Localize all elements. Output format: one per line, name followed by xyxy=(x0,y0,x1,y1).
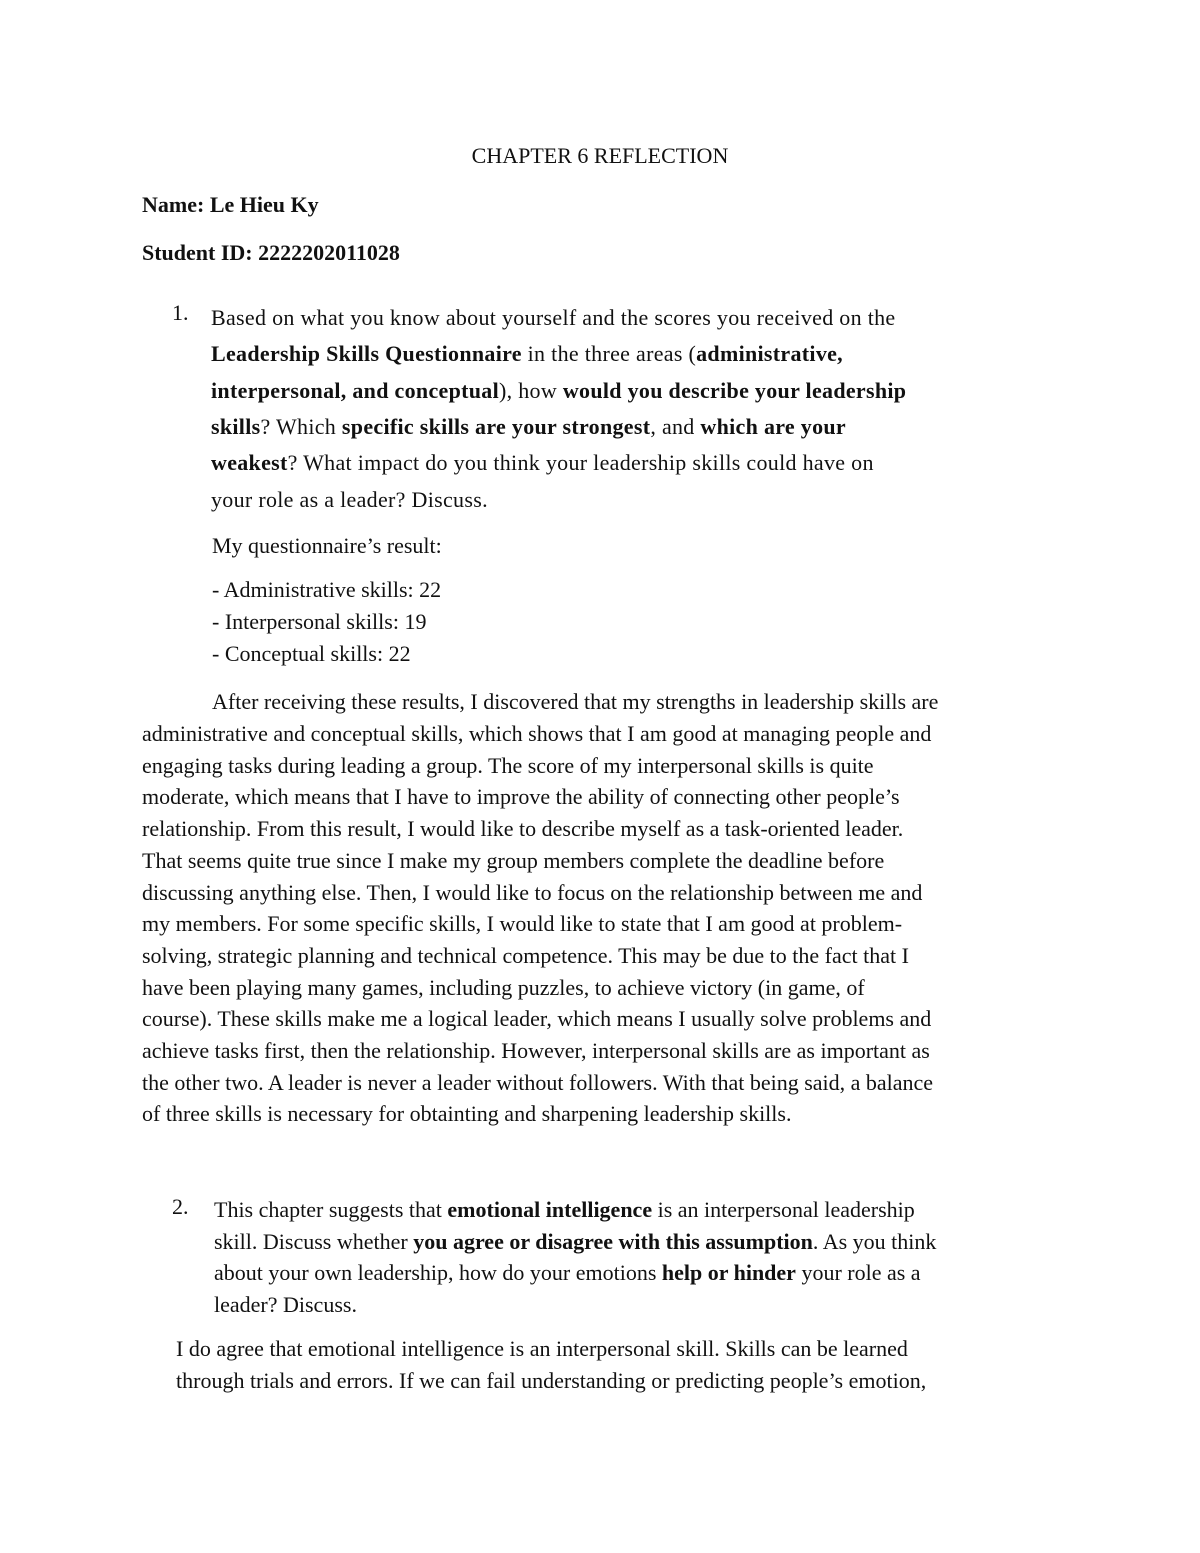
bold-text: skills xyxy=(211,413,261,439)
question-1-line xyxy=(211,409,846,445)
bold-text: would you describe your leadership xyxy=(562,377,907,403)
answer-1-line: solving, strategic planning and technical competence. This may be due to the fact that I xyxy=(142,942,909,968)
question-2-line xyxy=(214,1226,936,1257)
text-run: about your own leadership, how do your emotions xyxy=(214,1260,662,1285)
answer-1-line: my members. For some specific skills, I would like to state that I am good at problem- xyxy=(142,911,903,937)
text-run: your role as a leader? Discuss. xyxy=(211,486,488,512)
question-1-line xyxy=(211,445,874,481)
answer-1-line: administrative and conceptual skills, which shows that I am good at managing people and xyxy=(142,721,932,746)
bold-text: weakest xyxy=(211,450,288,476)
result-item-administrative: - Administrative skills: 22 xyxy=(212,577,442,602)
text-run: Based on what you know about yourself and the scores you received on the xyxy=(211,305,896,330)
text-run: ? Which xyxy=(260,413,342,439)
results-heading: My questionnaire’s result: xyxy=(212,533,442,558)
text-run: your role as a xyxy=(795,1260,921,1285)
answer-1-line: discussing anything else. Then, I would like to focus on the relationship between me and xyxy=(142,879,923,905)
text-run: in the three areas ( xyxy=(521,341,697,367)
question-2-line xyxy=(214,1257,921,1288)
bold-text: emotional intelligence xyxy=(447,1197,653,1222)
student-id-label: Student ID: xyxy=(142,240,253,265)
bold-text: help or hinder xyxy=(661,1260,796,1285)
bold-text: interpersonal, and conceptual xyxy=(211,377,499,403)
answer-1-line: achieve tasks first, then the relationship. However, interpersonal skills are as important as xyxy=(142,1038,930,1063)
text-run: ), how xyxy=(499,377,563,403)
result-item-conceptual: - Conceptual skills: 22 xyxy=(212,641,411,666)
answer-1-line: have been playing many games, including puzzles, to achieve victory (in game, of xyxy=(142,974,865,1000)
question-1-number: 1. xyxy=(172,300,189,325)
bold-text: specific skills are your strongest xyxy=(341,413,651,439)
question-1-line xyxy=(211,300,895,336)
result-item-interpersonal: - Interpersonal skills: 19 xyxy=(212,609,427,634)
text-run: is an interpersonal leadership xyxy=(652,1197,915,1222)
text-run: skill. Discuss whether xyxy=(214,1228,414,1254)
answer-1-line: engaging tasks during leading a group. The score of my interpersonal skills is quite xyxy=(142,752,874,778)
bold-text: Leadership Skills Questionnaire xyxy=(211,341,522,367)
question-1-line xyxy=(211,373,906,409)
answer-2-line: through trials and errors. If we can fail understanding or predicting people’s emotion, xyxy=(176,1368,927,1393)
answer-1-line: of three skills is necessary for obtainting and sharpening leadership skills. xyxy=(142,1101,792,1127)
bold-text: which are your xyxy=(700,413,846,439)
answer-1-line: relationship. From this result, I would like to describe myself as a task-oriented leader. xyxy=(142,816,904,842)
text-run: ? What impact do you think your leadership skills could have on xyxy=(287,450,874,476)
answer-1-line: the other two. A leader is never a leader without followers. With that being said, a balance xyxy=(142,1069,934,1095)
answer-1-line: That seems quite true since I make my group members complete the deadline before xyxy=(142,847,885,873)
text-run: This chapter suggests that xyxy=(214,1197,448,1222)
page-title: CHAPTER 6 REFLECTION xyxy=(471,143,729,168)
bold-text: administrative, xyxy=(696,341,843,367)
answer-1-first-line: After receiving these results, I discovered that my strengths in leadership skills are xyxy=(212,689,939,714)
question-2-line xyxy=(214,1289,357,1320)
question-2-line xyxy=(214,1194,915,1225)
question-1-line xyxy=(211,482,488,518)
question-1-line xyxy=(211,336,843,372)
answer-1-line: course). These skills make me a logical leader, which means I usually solve problems and xyxy=(142,1006,932,1032)
name-value: Le Hieu Ky xyxy=(209,192,319,217)
name-row xyxy=(142,192,319,218)
answer-2-line: I do agree that emotional intelligence is an interpersonal skill. Skills can be learned xyxy=(176,1336,908,1361)
student-id-value: 2222202011028 xyxy=(258,240,400,265)
text-run: leader? Discuss. xyxy=(214,1291,357,1317)
question-2-number: 2. xyxy=(172,1194,189,1219)
student-id-row xyxy=(142,240,400,266)
text-run: , and xyxy=(650,413,701,439)
text-run: . As you think xyxy=(812,1228,937,1254)
bold-text: you agree or disagree with this assumption xyxy=(413,1228,813,1254)
name-label: Name: xyxy=(142,192,205,217)
answer-1-line: moderate, which means that I have to improve the ability of connecting other people’s xyxy=(142,784,900,810)
